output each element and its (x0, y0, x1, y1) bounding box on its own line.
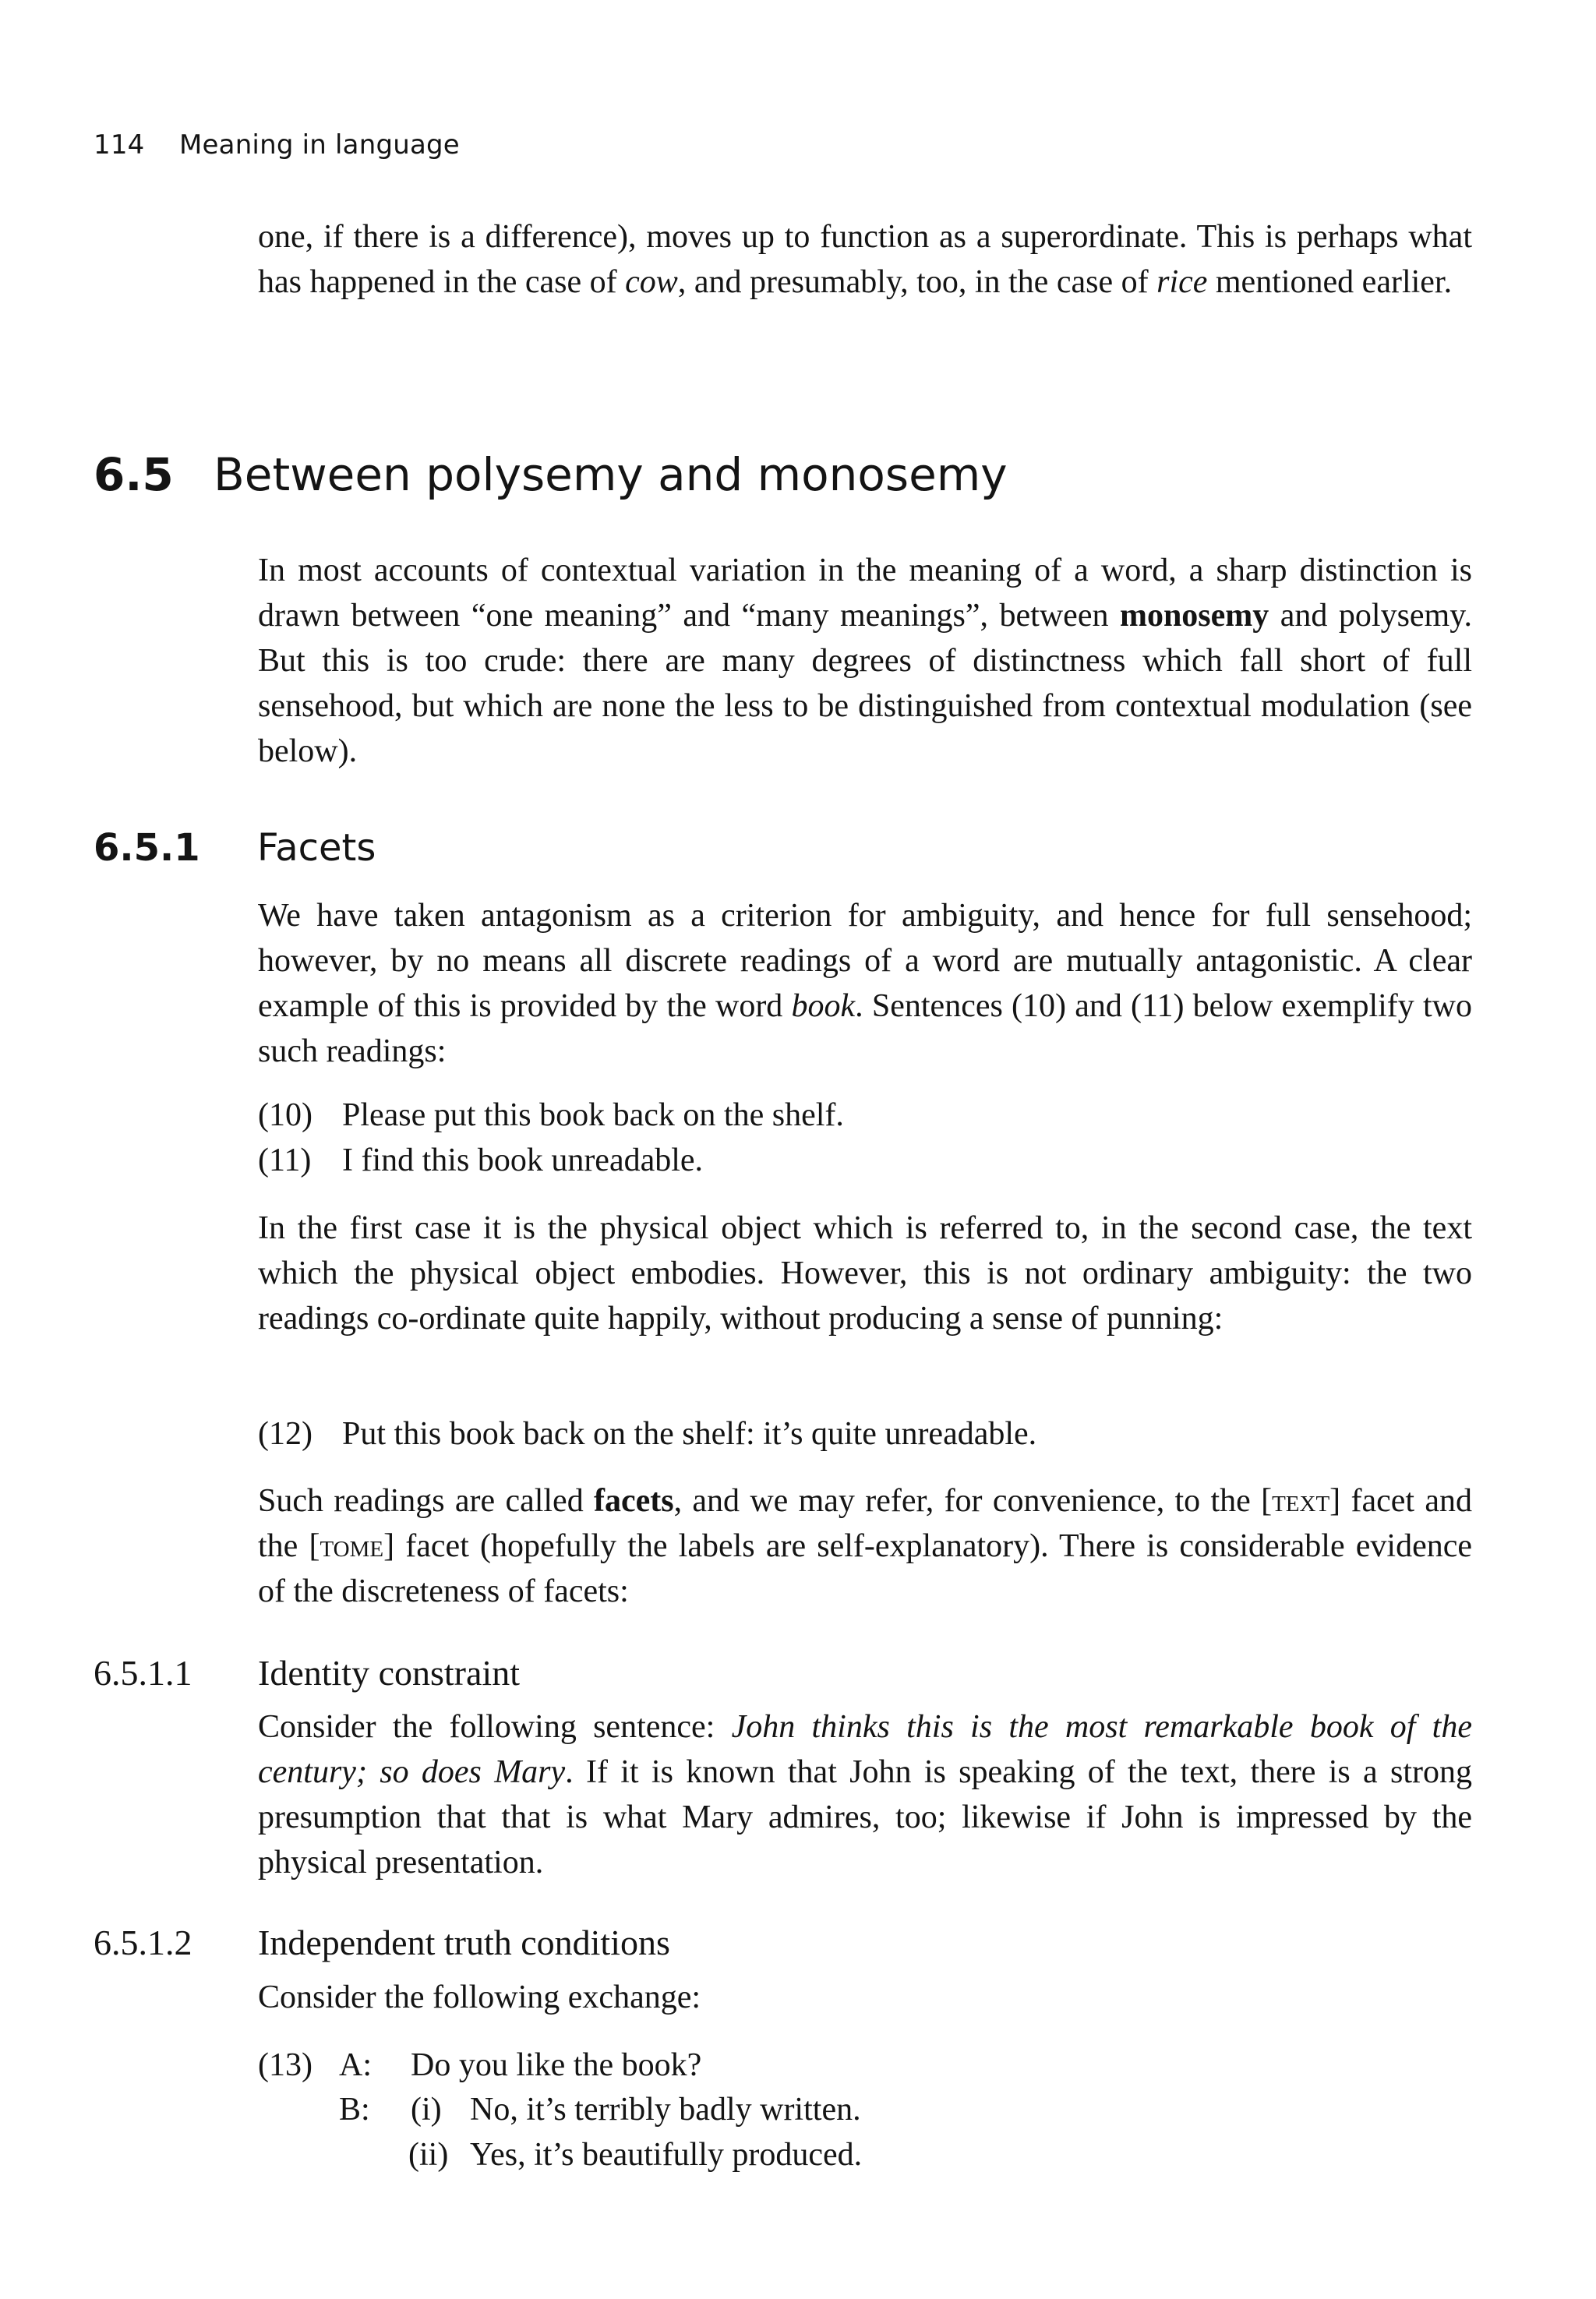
truth-intro (258, 1975, 1472, 2020)
intro-text-3: mentioned earlier. (1207, 264, 1453, 300)
example-12 (258, 1411, 1036, 1457)
subsubsection-heading-truth (94, 1922, 670, 1963)
example-number: (12) (258, 1416, 312, 1452)
example-text: Please put this book back on the shelf. (342, 1097, 844, 1133)
facets-para3-text-2: , and we may refer, for convenience, to the [ (673, 1483, 1273, 1519)
subsubsection-title: Independent truth conditions (258, 1923, 670, 1962)
facets-paragraph-1 (258, 893, 1472, 1074)
example-11 (258, 1138, 703, 1183)
example-number: (11) (258, 1142, 312, 1178)
running-head (94, 129, 460, 161)
example-number: (13) (258, 2047, 312, 2083)
identity-italic-sentence: John thinks this is the most remarkable book of the century; so does Mary (258, 1709, 1472, 1790)
speaker-b: B: (339, 2092, 370, 2128)
example-10 (258, 1093, 844, 1138)
term-monosemy: monosemy (1119, 598, 1269, 634)
sub-label-i: (i) (411, 2092, 442, 2128)
label-tome: tome (320, 1528, 384, 1564)
subsection-title: Facets (257, 826, 376, 870)
speaker-a: A: (339, 2047, 372, 2083)
facets-para3-text-4: ] facet (hopefully the labels are self-explanatory). There is considerable evidence of the discreteness of facets: (258, 1528, 1473, 1609)
section-para-text-2: and polysemy. But this is too crude: there are many degrees of distinctness which fall short of full sensehood, but which are none the less to be distinguished from contextual modulation (see below). (258, 598, 1472, 769)
section-heading (94, 448, 1008, 501)
subsubsection-title: Identity constraint (258, 1653, 520, 1693)
term-facets: facets (594, 1483, 674, 1519)
section-para-text-1: In most accounts of contextual variation in the meaning of a word, a sharp distinction is drawn between “one meaning” and “many meanings”, between (258, 553, 1472, 634)
sub-label-ii: (ii) (408, 2137, 449, 2173)
running-head-title: Meaning in language (179, 129, 460, 161)
example-text: I find this book unreadable. (342, 1142, 704, 1178)
section-paragraph (258, 548, 1472, 774)
facets-paragraph-3 (258, 1478, 1472, 1614)
subsubsection-heading-identity (94, 1652, 520, 1693)
line-a: Do you like the book? (411, 2047, 702, 2083)
facets-para1-text-2: . Sentences (10) and (11) below exemplify two such readings: (258, 988, 1472, 1069)
subsubsection-number: 6.5.1.2 (94, 1923, 192, 1962)
section-title: Between polysemy and monosemy (214, 448, 1008, 501)
facets-paragraph-2 (258, 1206, 1472, 1341)
facets-para3-text-3: ] facet and the [ (258, 1483, 1472, 1564)
intro-paragraph (258, 214, 1472, 305)
facets-para3-text-1: Such readings are called (258, 1483, 594, 1519)
subsection-heading (94, 826, 376, 870)
intro-text-2: , and presumably, too, in the case of (677, 264, 1157, 300)
subsection-number: 6.5.1 (94, 826, 200, 870)
label-text: text (1272, 1483, 1330, 1519)
italic-book: book (791, 988, 856, 1024)
subsubsection-number: 6.5.1.1 (94, 1653, 192, 1693)
section-number: 6.5 (94, 448, 174, 501)
line-b2: Yes, it’s beautifully produced. (470, 2137, 863, 2173)
line-b1: No, it’s terribly badly written. (470, 2092, 861, 2128)
intro-text-1: one, if there is a difference), moves up to function as a superordinate. This is perhaps what has happened in the case of (258, 219, 1472, 300)
identity-paragraph (258, 1704, 1472, 1885)
identity-text-2: . If it is known that John is speaking of the text, there is a strong presumption that that is what Mary admires, too; likewise if John is impressed by the physical presentation. (258, 1754, 1472, 1881)
intro-italic-cow: cow (625, 264, 678, 300)
page-number: 114 (94, 129, 145, 161)
facets-para2-text: In the first case it is the physical object which is referred to, in the second case, the text which the physical object embodies. However, this is not ordinary ambiguity: the two readings co-ordinate quite happily, without producing a sense of punning: (258, 1210, 1472, 1337)
identity-text-1: Consider the following sentence: (258, 1709, 732, 1745)
example-text: Put this book back on the shelf: it’s quite unreadable. (342, 1416, 1037, 1452)
facets-para1-text-1: We have taken antagonism as a criterion for ambiguity, and hence for full sensehood; however, by no means all discrete readings of a word are mutually antagonistic. A clear example of this is provided by the word (258, 898, 1472, 1024)
intro-italic-rice: rice (1156, 264, 1208, 300)
truth-intro-text: Consider the following exchange: (258, 1979, 701, 2015)
example-number: (10) (258, 1097, 312, 1133)
